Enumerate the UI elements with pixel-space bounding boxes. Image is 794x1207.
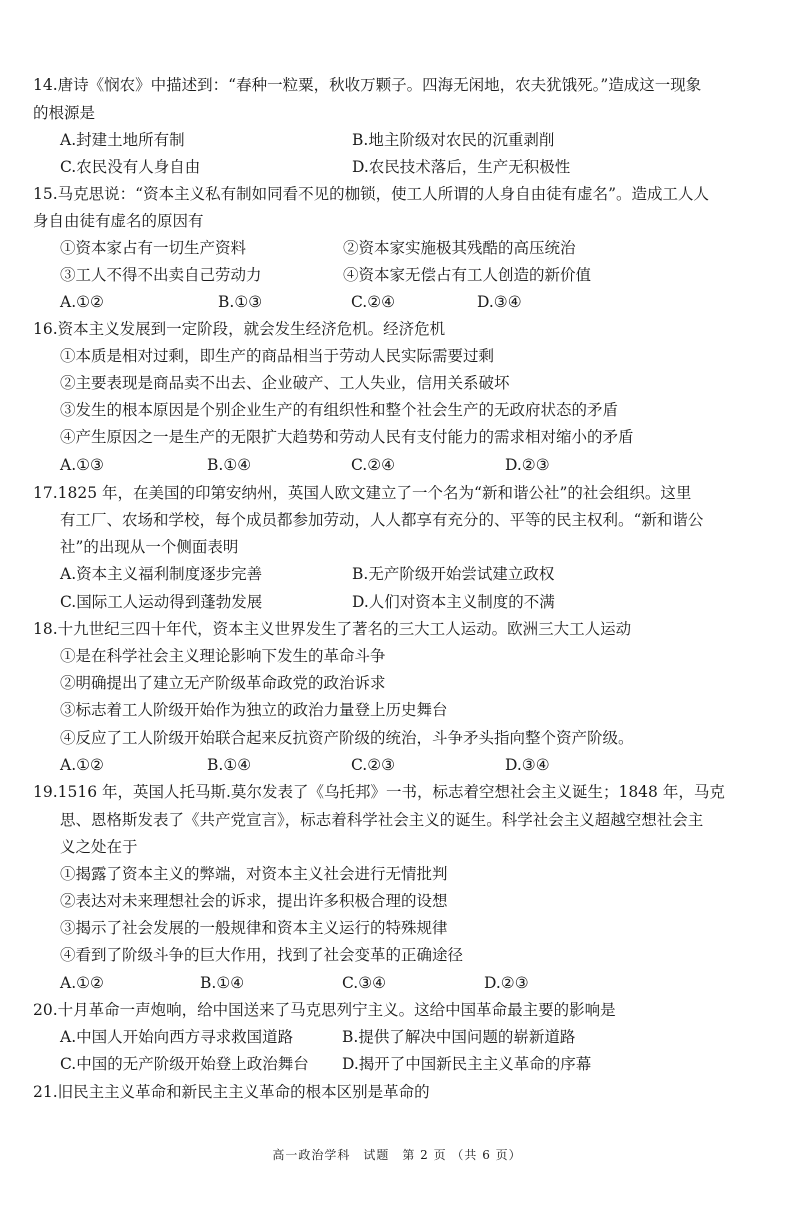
q19-item-1: ①揭露了资本主义的弊端，对资本主义社会进行无情批判	[60, 865, 448, 883]
q16-item-1: ①本质是相对过剩，即生产的商品相当于劳动人民实际需要过剩	[60, 347, 495, 365]
q16-option-b: B.①④	[207, 456, 252, 474]
q15-option-d: D.③④	[477, 293, 522, 311]
q15-stem-line1: 15.马克思说：“资本主义私有制如同看不见的枷锁，使工人所谓的人身自由徒有虚名”。造成工人人	[33, 185, 710, 203]
q19-stem-line2: 思、恩格斯发表了《共产党宣言》，标志着科学社会主义的诞生。科学社会主义超越空想社会主	[60, 811, 704, 829]
q16-item-4: ④产生原因之一是生产的无限扩大趋势和劳动人民有支付能力的需求相对缩小的矛盾	[60, 428, 634, 446]
q15-option-b: B.①③	[218, 293, 263, 311]
q18-item-3: ③标志着工人阶级开始作为独立的政治力量登上历史舞台	[60, 701, 448, 719]
q18-option-d: D.③④	[505, 756, 550, 774]
q20-option-b: B.提供了解决中国问题的崭新道路	[342, 1028, 576, 1046]
q19-option-c: C.③④	[342, 974, 387, 992]
q15-item-3: ③工人不得不出卖自己劳动力	[60, 266, 262, 284]
q18-option-a: A.①②	[60, 756, 104, 774]
q14-option-a: A.封建土地所有制	[60, 131, 185, 149]
q15-item-4: ④资本家无偿占有工人创造的新价值	[343, 266, 592, 284]
q18-item-1: ①是在科学社会主义理论影响下发生的革命斗争	[60, 647, 386, 665]
q18-stem: 18.十九世纪三四十年代，资本主义世界发生了著名的三大工人运动。欧洲三大工人运动	[33, 620, 632, 638]
q15-option-a: A.①②	[60, 293, 104, 311]
q19-option-b: B.①④	[200, 974, 245, 992]
q18-item-2: ②明确提出了建立无产阶级革命政党的政治诉求	[60, 674, 386, 692]
q17-option-d: D.人们对资本主义制度的不满	[352, 593, 555, 611]
q17-stem-line3: 社”的出现从一个侧面表明	[60, 538, 239, 556]
q19-option-a: A.①②	[60, 974, 104, 992]
q19-item-2: ②表达对未来理想社会的诉求，提出许多积极合理的设想	[60, 892, 448, 910]
q16-option-a: A.①③	[60, 456, 104, 474]
q14-option-c: C.农民没有人身自由	[60, 158, 201, 176]
q19-stem-line1: 19.1516 年，英国人托马斯.莫尔发表了《乌托邦》一书，标志着空想社会主义诞生；1848 年，马克	[33, 783, 725, 801]
q15-item-1: ①资本家占有一切生产资料	[60, 239, 247, 257]
q16-stem: 16.资本主义发展到一定阶段，就会发生经济危机。经济危机	[33, 320, 446, 338]
q16-option-c: C.②④	[351, 456, 396, 474]
q14-stem-line2: 的根源是	[33, 104, 96, 122]
q20-option-a: A.中国人开始向西方寻求救国道路	[60, 1028, 294, 1046]
q16-item-2: ②主要表现是商品卖不出去、企业破产、工人失业，信用关系破坏	[60, 374, 510, 392]
q14-option-b: B.地主阶级对农民的沉重剥削	[352, 131, 555, 149]
q17-stem-line1: 17.1825 年，在美国的印第安纳州，英国人欧文建立了一个名为“新和谐公社”的社会组织。这里	[33, 484, 692, 502]
q21-stem: 21.旧民主主义革命和新民主主义革命的根本区别是革命的	[33, 1083, 430, 1101]
q19-option-d: D.②③	[484, 974, 529, 992]
q19-stem-line3: 义之处在于	[60, 838, 138, 856]
q18-option-b: B.①④	[207, 756, 252, 774]
q17-option-c: C.国际工人运动得到蓬勃发展	[60, 593, 263, 611]
q18-option-c: C.②③	[351, 756, 396, 774]
q20-option-d: D.揭开了中国新民主主义革命的序幕	[342, 1055, 592, 1073]
q20-stem: 20.十月革命一声炮响，给中国送来了马克思列宁主义。这给中国革命最主要的影响是	[33, 1001, 616, 1019]
q19-item-3: ③揭示了社会发展的一般规律和资本主义运行的特殊规律	[60, 919, 448, 937]
page-footer: 高一政治学科 试题 第 2 页 （共 6 页）	[272, 1148, 522, 1162]
q14-option-d: D.农民技术落后，生产无积极性	[352, 158, 571, 176]
q17-option-a: A.资本主义福利制度逐步完善	[60, 565, 263, 583]
q15-item-2: ②资本家实施极其残酷的高压统治	[343, 239, 576, 257]
q19-item-4: ④看到了阶级斗争的巨大作用，找到了社会变革的正确途径	[60, 946, 464, 964]
q15-stem-line2: 身自由徒有虚名的原因有	[33, 212, 204, 230]
q15-option-c: C.②④	[351, 293, 396, 311]
q17-option-b: B.无产阶级开始尝试建立政权	[352, 565, 555, 583]
q16-item-3: ③发生的根本原因是个别企业生产的有组织性和整个社会生产的无政府状态的矛盾	[60, 401, 619, 419]
q18-item-4: ④反应了工人阶级开始联合起来反抗资产阶级的统治，斗争矛头指向整个资产阶级。	[60, 729, 634, 747]
q20-option-c: C.中国的无产阶级开始登上政治舞台	[60, 1055, 309, 1073]
q14-stem-line1: 14.唐诗《悯农》中描述到：“春种一粒粟，秋收万颗子。四海无闲地，农夫犹饿死。”造成这一现象	[33, 76, 702, 94]
q16-option-d: D.②③	[505, 456, 550, 474]
q17-stem-line2: 有工厂、农场和学校，每个成员都参加劳动，人人都享有充分的、平等的民主权利。“新和谐公	[60, 511, 704, 529]
